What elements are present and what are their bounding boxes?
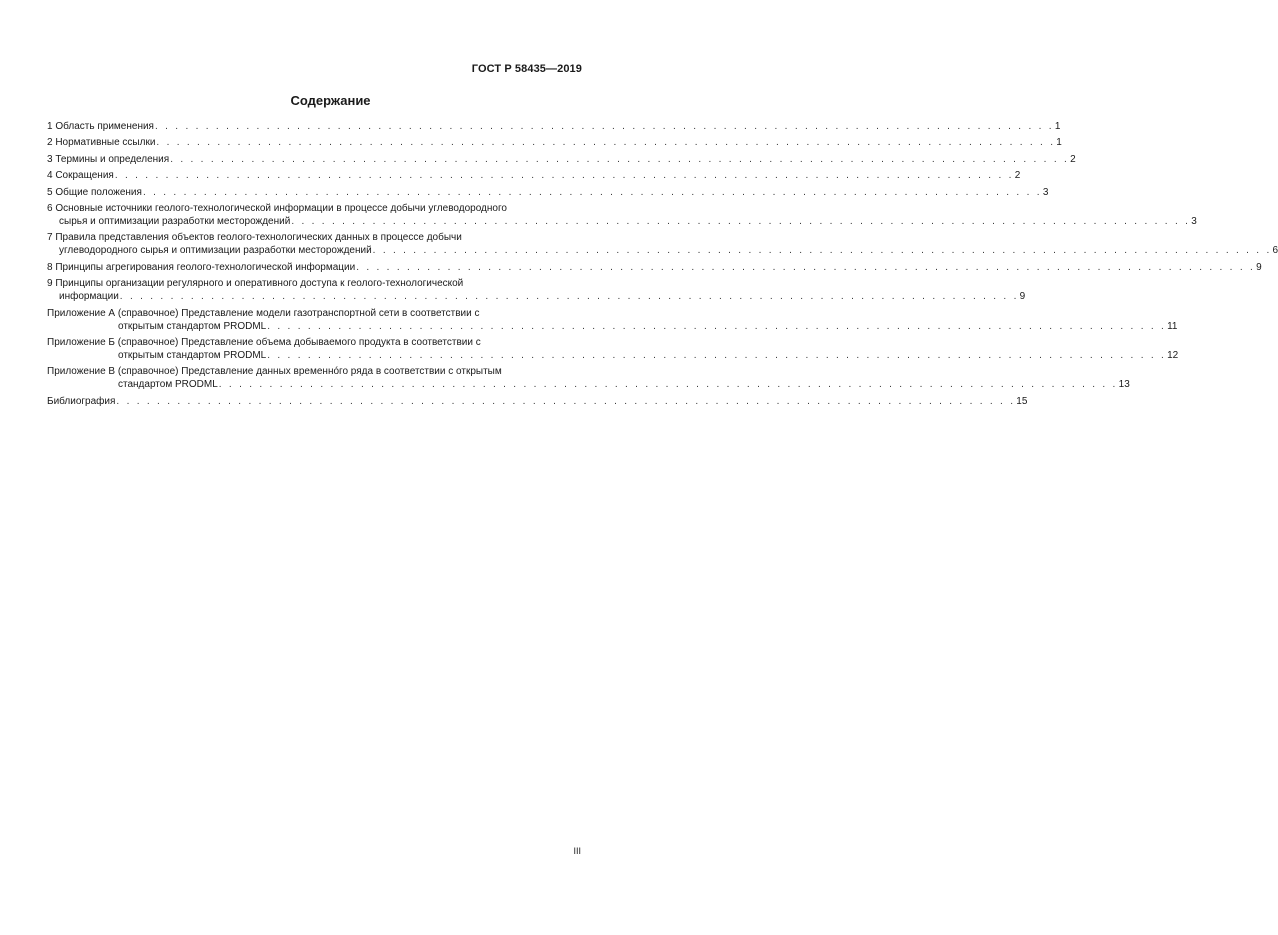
toc-entry-text: 2 Нормативные ссылки (47, 137, 156, 149)
toc-entry-text: Приложение В (справочное) Представление данных временнóго ряда в соответствии с открытым (47, 366, 502, 378)
toc-page-number: 13 (1118, 379, 1130, 391)
dot-leader: . . . . . . . . . . . . . . . . . . . . . . . . . . . . . . . . . . . . . . . . . . . . . . . . . . . . . . . . . . . . . . . . . . . . . . . . . . . . . . . . . . . . . . . . . (291, 215, 1191, 227)
dot-leader: . . . . . . . . . . . . . . . . . . . . . . . . . . . . . . . . . . . . . . . . . . . . . . . . . . . . . . . . . . . . . . . . . . . . . . . . . . . . . . . . . . . . . . . . . (356, 261, 1256, 273)
toc-page-number: 9 (1256, 261, 1262, 273)
toc-page-number: 6 (1272, 245, 1278, 257)
dot-leader: . . . . . . . . . . . . . . . . . . . . . . . . . . . . . . . . . . . . . . . . . . . . . . . . . . . . . . . . . . . . . . . . . . . . . . . . . . . . . . . . . . . . . . . . . (267, 349, 1167, 361)
toc-entry[interactable] (47, 336, 1179, 362)
toc-entry-text: 3 Термины и определения (47, 153, 170, 165)
toc-entry-text: 8 Принципы агрегирования геолого-технологической информации (47, 261, 356, 273)
toc-entry[interactable] (47, 186, 1049, 199)
toc-page-number: 3 (1191, 215, 1197, 227)
toc-entry[interactable] (47, 231, 1278, 257)
toc-entry-text: 7 Правила представления объектов геолого-технологических данных в процессе добычи (47, 232, 462, 244)
toc-entry-text: открытым стандартом PRODML (118, 349, 267, 361)
toc-entry-text: стандартом PRODML (118, 379, 218, 391)
toc-entry-text: 1 Область применения (47, 121, 154, 132)
toc-page-number: 2 (1070, 153, 1076, 165)
toc-page-number: 3 (1042, 186, 1049, 198)
toc-page-number: 15 (1016, 395, 1028, 407)
toc-entry-text: 4 Сокращения (47, 170, 114, 182)
toc-entry-text: Приложение А (справочное) Представление модели газотранспортной сети в соответствии с (47, 307, 480, 319)
toc-page-number: 1 (1054, 121, 1061, 132)
toc-page-number: 9 (1019, 291, 1026, 303)
table-of-contents (47, 120, 1278, 411)
dot-leader: . . . . . . . . . . . . . . . . . . . . . . . . . . . . . . . . . . . . . . . . . . . . . . . . . . . . . . . . . . . . . . . . . . . . . . . . . . . . . . . . . . . . . . . . . (142, 186, 1042, 198)
page-number: III (573, 846, 581, 856)
dot-leader: . . . . . . . . . . . . . . . . . . . . . . . . . . . . . . . . . . . . . . . . . . . . . . . . . . . . . . . . . . . . . . . . . . . . . . . . . . . . . . . . . . . . . . . . . (119, 291, 1019, 303)
dot-leader: . . . . . . . . . . . . . . . . . . . . . . . . . . . . . . . . . . . . . . . . . . . . . . . . . . . . . . . . . . . . . . . . . . . . . . . . . . . . . . . . . . . . . . . . . (114, 170, 1014, 182)
toc-entry-text: сырья и оптимизации разработки месторождений (59, 215, 291, 227)
toc-page-number: 1 (1056, 137, 1062, 149)
toc-entry[interactable] (47, 307, 1178, 333)
dot-leader: . . . . . . . . . . . . . . . . . . . . . . . . . . . . . . . . . . . . . . . . . . . . . . . . . . . . . . . . . . . . . . . . . . . . . . . . . . . . . . . . . . . . . . . . . (218, 379, 1118, 391)
toc-entry[interactable] (47, 136, 1062, 149)
toc-entry-text: 6 Основные источники геолого-технологической информации в процессе добычи углеводородного (47, 202, 507, 214)
dot-leader: . . . . . . . . . . . . . . . . . . . . . . . . . . . . . . . . . . . . . . . . . . . . . . . . . . . . . . . . . . . . . . . . . . . . . . . . . . . . . . . . . . . . . . . . . (372, 245, 1272, 257)
toc-entry-text: открытым стандартом PRODML (118, 320, 267, 332)
toc-page-number: 11 (1167, 320, 1178, 332)
toc-entry[interactable] (47, 120, 1061, 133)
toc-entry-text: 5 Общие положения (47, 186, 142, 198)
toc-entry-text: углеводородного сырья и оптимизации разработки месторождений (59, 245, 372, 257)
toc-page-number: 2 (1014, 170, 1021, 182)
toc-page-number: 12 (1167, 349, 1179, 361)
toc-entry-text: 9 Принципы организации регулярного и оперативного доступа к геолого-технологической (47, 278, 464, 290)
toc-entry[interactable] (47, 202, 1197, 228)
document-code: ГОСТ Р 58435—2019 (471, 63, 582, 75)
toc-entry[interactable] (47, 277, 1026, 303)
toc-entry[interactable] (47, 153, 1076, 166)
dot-leader: . . . . . . . . . . . . . . . . . . . . . . . . . . . . . . . . . . . . . . . . . . . . . . . . . . . . . . . . . . . . . . . . . . . . . . . . . . . . . . . . . . . . . . . . . (170, 153, 1070, 165)
toc-entry-text: Приложение Б (справочное) Представление объема добываемого продукта в соответствии с (47, 336, 481, 348)
dot-leader: . . . . . . . . . . . . . . . . . . . . . . . . . . . . . . . . . . . . . . . . . . . . . . . . . . . . . . . . . . . . . . . . . . . . . . . . . . . . . . . . . . . . . . . . . (156, 137, 1056, 149)
dot-leader: . . . . . . . . . . . . . . . . . . . . . . . . . . . . . . . . . . . . . . . . . . . . . . . . . . . . . . . . . . . . . . . . . . . . . . . . . . . . . . . . . . . . . . . . . (267, 320, 1167, 332)
toc-title: Содержание (290, 93, 371, 108)
toc-entry[interactable] (47, 365, 1130, 391)
dot-leader: . . . . . . . . . . . . . . . . . . . . . . . . . . . . . . . . . . . . . . . . . . . . . . . . . . . . . . . . . . . . . . . . . . . . . . . . . . . . . . . . . . . . . . . . . (154, 121, 1054, 132)
toc-entry[interactable] (47, 395, 1028, 408)
toc-entry-text: информации (59, 291, 119, 303)
toc-entry-text: Библиография (47, 395, 116, 407)
toc-entry[interactable] (47, 261, 1262, 274)
toc-entry[interactable] (47, 169, 1021, 182)
dot-leader: . . . . . . . . . . . . . . . . . . . . . . . . . . . . . . . . . . . . . . . . . . . . . . . . . . . . . . . . . . . . . . . . . . . . . . . . . . . . . . . . . . . . . . . . . (116, 395, 1016, 407)
